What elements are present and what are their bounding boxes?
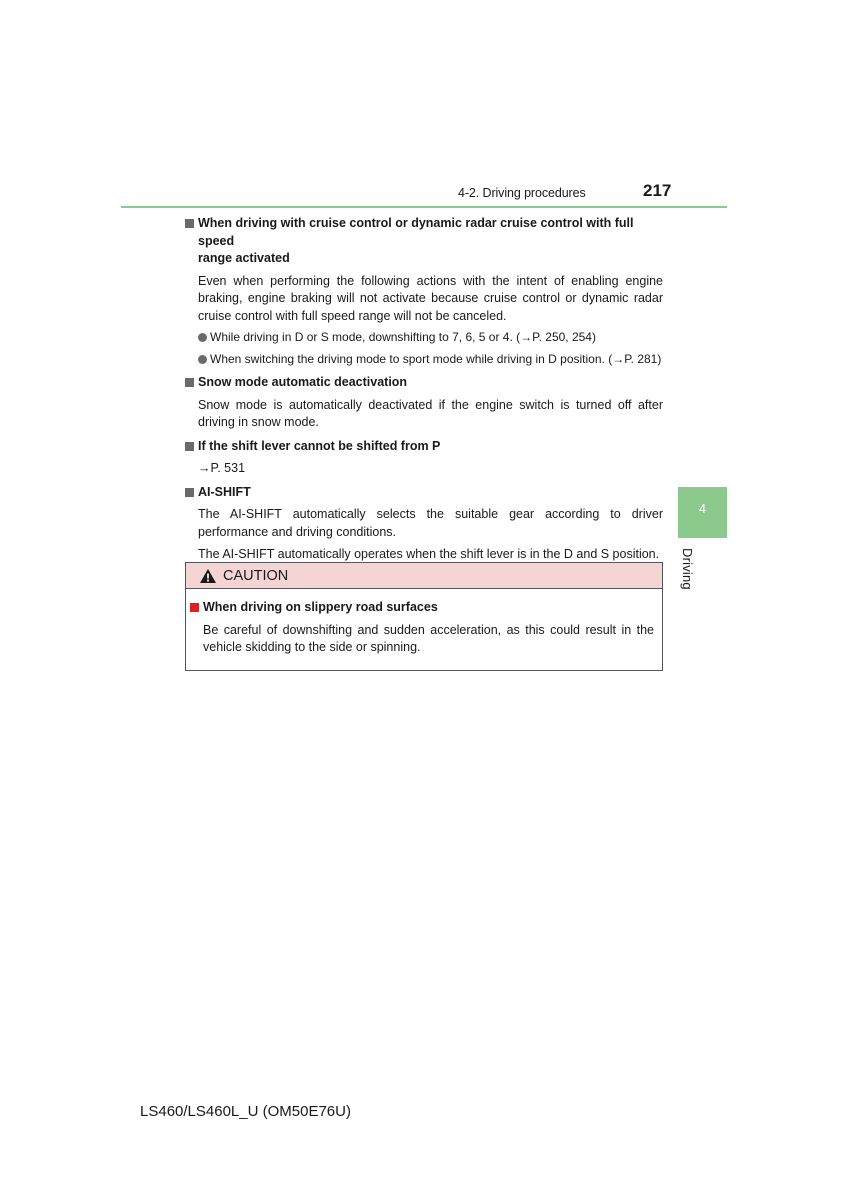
chapter-tab-number: 4 [698, 501, 707, 516]
list-item-text: When switching the driving mode to sport mode while driving in D position. (→P. 281) [210, 351, 662, 366]
square-bullet-icon [185, 488, 194, 497]
section-paragraph: The AI-SHIFT automatically selects the suitable gear according to driver performance and driving conditions. [198, 507, 663, 539]
list-item [185, 329, 663, 347]
caution-heading-text: When driving on slippery road surfaces [203, 600, 438, 614]
circle-bullet-icon [198, 333, 207, 342]
header-divider [121, 206, 727, 208]
page-number: 217 [643, 181, 672, 200]
section-heading-text: When driving with cruise control or dynamic radar cruise control with full speed [198, 216, 634, 248]
chapter-tab[interactable] [678, 487, 727, 538]
caution-header [186, 563, 662, 589]
caution-body [186, 589, 662, 657]
list-item [185, 351, 663, 369]
section-heading-text: range activated [198, 251, 290, 265]
caution-paragraph: Be careful of downshifting and sudden acceleration, as this could result in the vehicle skidding to the side or spinning. [203, 622, 654, 654]
section-heading [185, 484, 663, 502]
main-content [185, 214, 663, 564]
circle-bullet-icon [198, 355, 207, 364]
warning-triangle-icon [199, 568, 217, 584]
square-bullet-icon [185, 219, 194, 228]
list-item-text: While driving in D or S mode, downshifting to 7, 6, 5 or 4. (→P. 250, 254) [210, 330, 596, 344]
section-heading-text: If the shift lever cannot be shifted from P [198, 438, 441, 453]
header-section-title: 4-2. Driving procedures [458, 186, 586, 200]
section-heading [185, 438, 663, 456]
section-heading [185, 374, 663, 392]
section-heading-text: AI-SHIFT [198, 484, 251, 499]
section-paragraph: Snow mode is automatically deactivated if the engine switch is turned off after driving in snow mode. [198, 397, 663, 429]
section-paragraph: Even when performing the following actions with the intent of enabling engine braking, engine braking will not activate because cruise control or dynamic radar cruise control with full speed range will not be canceled. [198, 273, 663, 323]
footer-model-code: LS460/LS460L_U (OM50E76U) [140, 1103, 351, 1120]
caution-box [185, 562, 663, 671]
red-square-bullet-icon [190, 603, 199, 612]
section-heading [185, 215, 663, 268]
caution-title: CAUTION [223, 567, 289, 584]
page-reference-link[interactable]: →P. 531 [198, 461, 246, 475]
section-paragraph: The AI-SHIFT automatically operates when the shift lever is in the D and S position. [198, 547, 660, 561]
chapter-side-label: Driving [680, 548, 695, 590]
square-bullet-icon [185, 442, 194, 451]
caution-heading [190, 599, 654, 617]
square-bullet-icon [185, 378, 194, 387]
section-heading-text: Snow mode automatic deactivation [198, 375, 408, 389]
